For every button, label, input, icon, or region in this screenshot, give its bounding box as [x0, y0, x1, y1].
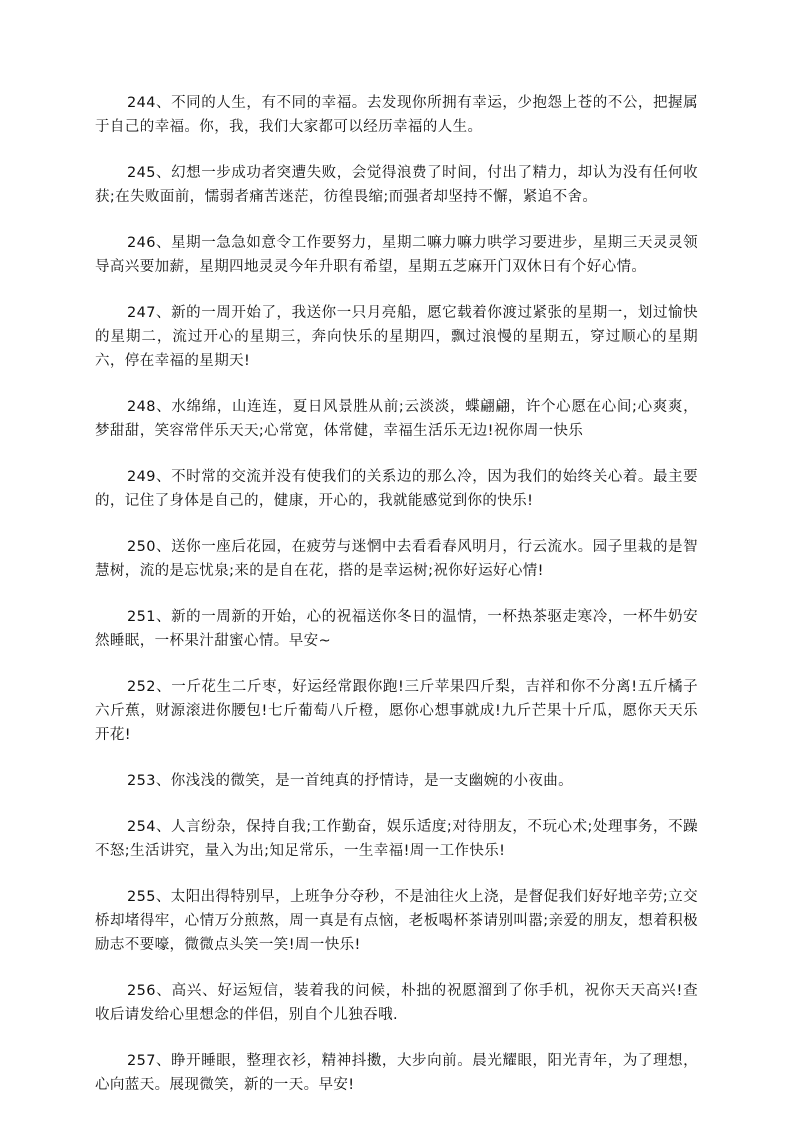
paragraph-249: 249、不时常的交流并没有使我们的关系边的那么冷，因为我们的始终关心着。最主要的，记住了身体是自己的，健康，开心的，我就能感觉到你的快乐!: [95, 469, 698, 509]
paragraph-244: 244、不同的人生，有不同的幸福。去发现你所拥有幸运，少抱怨上苍的不公，把握属于自己的幸福。你，我，我们大家都可以经历幸福的人生。: [95, 95, 698, 135]
paragraph-251: 251、新的一周新的开始，心的祝福送你冬日的温情，一杯热茶驱走寒冷，一杯牛奶安然睡眠，一杯果汁甜蜜心情。早安~: [95, 609, 698, 649]
paragraph-252: 252、一斤花生二斤枣，好运经常跟你跑!三斤苹果四斤梨，吉祥和你不分离!五斤橘子六斤蕉，财源滚进你腰包!七斤葡萄八斤橙，愿你心想事就成!九斤芒果十斤瓜，愿你天天乐开花!: [95, 679, 698, 743]
paragraph-253: 253、你浅浅的微笑，是一首纯真的抒情诗，是一支幽婉的小夜曲。: [127, 773, 574, 789]
paragraph-245: 245、幻想一步成功者突遭失败，会觉得浪费了时间，付出了精力，却认为没有任何收获;在失败面前，懦弱者痛苦迷茫，彷徨畏缩;而强者却坚持不懈，紧追不舍。: [95, 165, 698, 205]
document-body: [95, 91, 698, 1119]
paragraph-247: 247、新的一周开始了，我送你一只月亮船，愿它载着你渡过紧张的星期一，划过愉快的星期二，流过开心的星期三，奔向快乐的星期四，飘过浪慢的星期五，穿过顺心的星期六，停在幸福的星期天!: [95, 305, 698, 369]
paragraph-255: 255、太阳出得特别早，上班争分夺秒，不是油往火上浇，是督促我们好好地辛劳;立交桥却堵得牢，心情万分煎熬，周一真是有点恼，老板喝杯茶请别叫嚣;亲爱的朋友，想着积极励志不要嚎，微微点头笑一笑!周一快乐!: [95, 889, 698, 953]
paragraph-250: 250、送你一座后花园，在疲劳与迷惘中去看看春风明月，行云流水。园子里栽的是智慧树，流的是忘忧泉;来的是自在花，搭的是幸运树;祝你好运好心情!: [95, 539, 698, 579]
paragraph-254: 254、人言纷杂，保持自我;工作勤奋，娱乐适度;对待朋友，不玩心术;处理事务，不躁不怒;生活讲究，量入为出;知足常乐，一生幸福!周一工作快乐!: [95, 819, 698, 859]
paragraph-248: 248、水绵绵，山连连，夏日风景胜从前;云淡淡，蝶翩翩，许个心愿在心间;心爽爽，梦甜甜，笑容常伴乐天天;心常宽，体常健，幸福生活乐无边!祝你周一快乐: [95, 399, 698, 439]
paragraph-257: 257、睁开睡眼，整理衣衫，精神抖擞，大步向前。晨光耀眼，阳光青年，为了理想，心向蓝天。展现微笑，新的一天。早安!: [95, 1053, 698, 1093]
paragraph-246: 246、星期一急急如意令工作要努力，星期二嘛力嘛力哄学习要进步，星期三天灵灵领导高兴要加薪，星期四地灵灵今年升职有希望，星期五芝麻开门双休日有个好心情。: [95, 235, 698, 275]
paragraph-256: 256、高兴、好运短信，装着我的问候，朴拙的祝愿溜到了你手机，祝你天天高兴!查收后请发给心里想念的伴侣，别自个儿独吞哦.: [95, 983, 698, 1023]
